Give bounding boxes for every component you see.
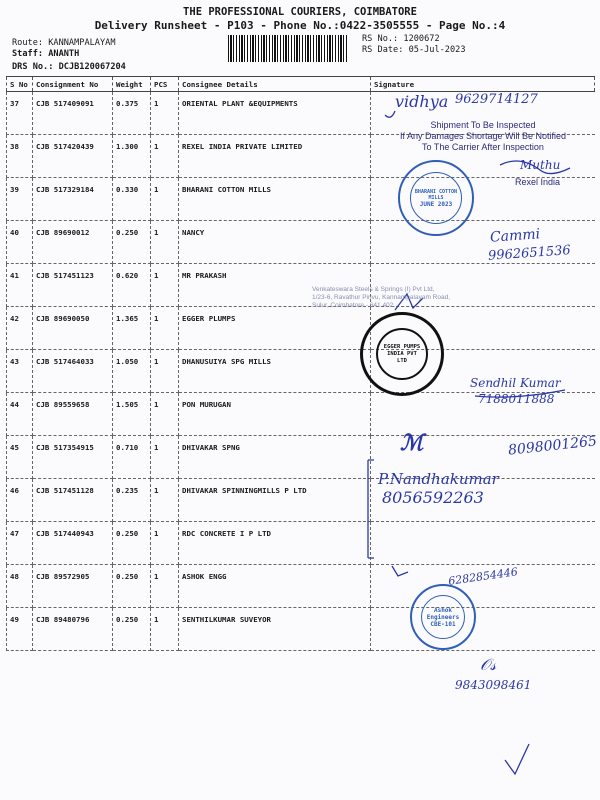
sig43-phone: 7188011888 <box>478 392 555 406</box>
cell-consignment-no: CJB 517329184 <box>33 178 113 221</box>
egger-stamp <box>360 312 444 396</box>
ashok-stamp <box>410 584 476 650</box>
cell-consignment-no: CJB 517440943 <box>33 522 113 565</box>
inspect-line3: To The Carrier After Inspection <box>422 142 544 152</box>
sig40-phone: 9962651536 <box>487 243 572 264</box>
sig45-name: P.Nandhakumar <box>378 470 499 488</box>
cell-consignee: DHIVAKAR SPNG <box>179 436 371 479</box>
sig37-name: vidhya <box>395 92 449 111</box>
bharani-stamp-date: JUNE 2023 <box>419 200 453 208</box>
cell-weight: 0.250 <box>113 221 151 264</box>
rs-date-value: 05-Jul-2023 <box>408 45 466 55</box>
cell-sno: 45 <box>7 436 33 479</box>
cell-pcs: 1 <box>151 608 179 651</box>
cell-sno: 38 <box>7 135 33 178</box>
cell-consignee: MR PRAKASH <box>179 264 371 307</box>
cell-sno: 48 <box>7 565 33 608</box>
cell-weight: 0.375 <box>113 92 151 135</box>
company-title: THE PROFESSIONAL COURIERS, COIMBATORE <box>183 6 417 18</box>
cell-consignment-no: CJB 517451128 <box>33 479 113 522</box>
cell-pcs: 1 <box>151 264 179 307</box>
cell-consignee: NANCY <box>179 221 371 264</box>
cell-consignee: DHANUSUIYA SPG MILLS <box>179 350 371 393</box>
route-label: Route: <box>12 38 44 48</box>
inspect-line2: If Any Damages Shortage Will Be Notified <box>399 131 567 141</box>
sig44-phone: 8098001265 <box>507 433 598 459</box>
cell-consignment-no: CJB 517451123 <box>33 264 113 307</box>
cell-sno: 44 <box>7 393 33 436</box>
cell-sno: 46 <box>7 479 33 522</box>
cell-pcs: 1 <box>151 350 179 393</box>
drs-label: DRS No.: <box>12 62 54 72</box>
venk-line1: Venkateswara Steels & Springs (I) Pvt Ltd, <box>312 286 435 293</box>
cell-consignee: RDC CONCRETE I P LTD <box>179 522 371 565</box>
sig37-phone: 9629714127 <box>455 92 538 107</box>
col-signature: Signature <box>371 77 595 92</box>
cell-consignment-no: CJB 517420439 <box>33 135 113 178</box>
cell-weight: 1.365 <box>113 307 151 350</box>
egger-stamp-text: EGGER PUMPS INDIA PVT LTD <box>376 328 428 380</box>
cell-weight: 0.330 <box>113 178 151 221</box>
cell-sno: 49 <box>7 608 33 651</box>
cell-weight: 0.250 <box>113 565 151 608</box>
venk-line3: Sulur, Coimbatore - 641 402. <box>312 302 396 309</box>
sig49-phone: 9843098461 <box>455 678 532 692</box>
cell-consignee: ASHOK ENGG <box>179 565 371 608</box>
cell-weight: 0.250 <box>113 608 151 651</box>
cell-weight: 0.620 <box>113 264 151 307</box>
cell-sno: 40 <box>7 221 33 264</box>
cell-weight: 0.250 <box>113 522 151 565</box>
bharani-stamp <box>398 160 474 236</box>
col-sno: S No <box>7 77 33 92</box>
cell-consignee: PON MURUGAN <box>179 393 371 436</box>
cell-consignment-no: CJB 517464033 <box>33 350 113 393</box>
cell-weight: 0.235 <box>113 479 151 522</box>
cell-pcs: 1 <box>151 436 179 479</box>
cell-sno: 39 <box>7 178 33 221</box>
ashok-stamp-text: Ashok Engineers CBE-101 <box>421 595 465 639</box>
cell-sno: 42 <box>7 307 33 350</box>
rs-no-label: RS No.: <box>362 34 399 44</box>
cell-sno: 43 <box>7 350 33 393</box>
cell-weight: 1.050 <box>113 350 151 393</box>
cell-pcs: 1 <box>151 135 179 178</box>
sig40-name: Cammi <box>489 226 541 246</box>
venk-line2: 1/23-6, Ravathur Pirivu, Kannampalayam Road, <box>312 294 451 301</box>
cell-pcs: 1 <box>151 565 179 608</box>
inspection-stamp <box>372 120 594 153</box>
cell-pcs: 1 <box>151 178 179 221</box>
col-consignment: Consignment No <box>33 77 113 92</box>
cell-consignment-no: CJB 89690012 <box>33 221 113 264</box>
cell-consignment-no: CJB 89572905 <box>33 565 113 608</box>
cell-pcs: 1 <box>151 522 179 565</box>
route-value: KANNAMPALAYAM <box>48 38 116 48</box>
rs-date-label: RS Date: <box>362 45 404 55</box>
cell-consignment-no: CJB 89690050 <box>33 307 113 350</box>
sig47-phone: 6282854446 <box>447 565 519 588</box>
cell-consignee: DHIVAKAR SPINNINGMILLS P LTD <box>179 479 371 522</box>
cell-pcs: 1 <box>151 479 179 522</box>
cell-consignee: EGGER PLUMPS <box>179 307 371 350</box>
sig38-name: Muthu <box>520 158 561 172</box>
cell-weight: 1.505 <box>113 393 151 436</box>
col-weight: Weight <box>113 77 151 92</box>
cell-consignment-no: CJB 89480796 <box>33 608 113 651</box>
col-pcs: PCS <box>151 77 179 92</box>
cell-pcs: 1 <box>151 393 179 436</box>
cell-consignment-no: CJB 517409091 <box>33 92 113 135</box>
cell-consignee: BHARANI COTTON MILLS <box>179 178 371 221</box>
cell-consignment-no: CJB 89559658 <box>33 393 113 436</box>
cell-pcs: 1 <box>151 307 179 350</box>
inspect-line1: Shipment To Be Inspected <box>430 120 536 130</box>
cell-weight: 0.710 <box>113 436 151 479</box>
cell-consignee: SENTHILKUMAR SUVEYOR <box>179 608 371 651</box>
cell-consignee: ORIENTAL PLANT &EQUIPMENTS <box>179 92 371 135</box>
drs-value: DCJB120067204 <box>58 62 126 72</box>
cell-pcs: 1 <box>151 221 179 264</box>
bharani-stamp-name: BHARANI COTTON MILLS <box>414 188 458 201</box>
cell-sno: 41 <box>7 264 33 307</box>
sig44-signature: ℳ <box>400 430 424 456</box>
runsheet-title: Delivery Runsheet - P103 - Phone No.:0422-3505555 - Page No.:4 <box>94 19 506 32</box>
cell-consignment-no: CJB 517354915 <box>33 436 113 479</box>
staff-value: ANANTH <box>48 49 80 59</box>
cell-weight: 1.300 <box>113 135 151 178</box>
cell-sno: 47 <box>7 522 33 565</box>
rexel-stamp: Rexel India <box>515 177 561 187</box>
staff-label: Staff: <box>12 49 44 59</box>
venkateswara-stamp <box>312 286 512 310</box>
sig43-name: Sendhil Kumar <box>470 376 561 390</box>
cell-consignee: REXEL INDIA PRIVATE LIMITED <box>179 135 371 178</box>
cell-pcs: 1 <box>151 92 179 135</box>
cell-sno: 37 <box>7 92 33 135</box>
sig49-signature: 𝒪𝓈 <box>480 655 496 674</box>
col-consignee: Consignee Details <box>179 77 371 92</box>
rs-no-value: 1200672 <box>403 34 440 44</box>
sig45-phone: 8056592263 <box>382 488 484 507</box>
